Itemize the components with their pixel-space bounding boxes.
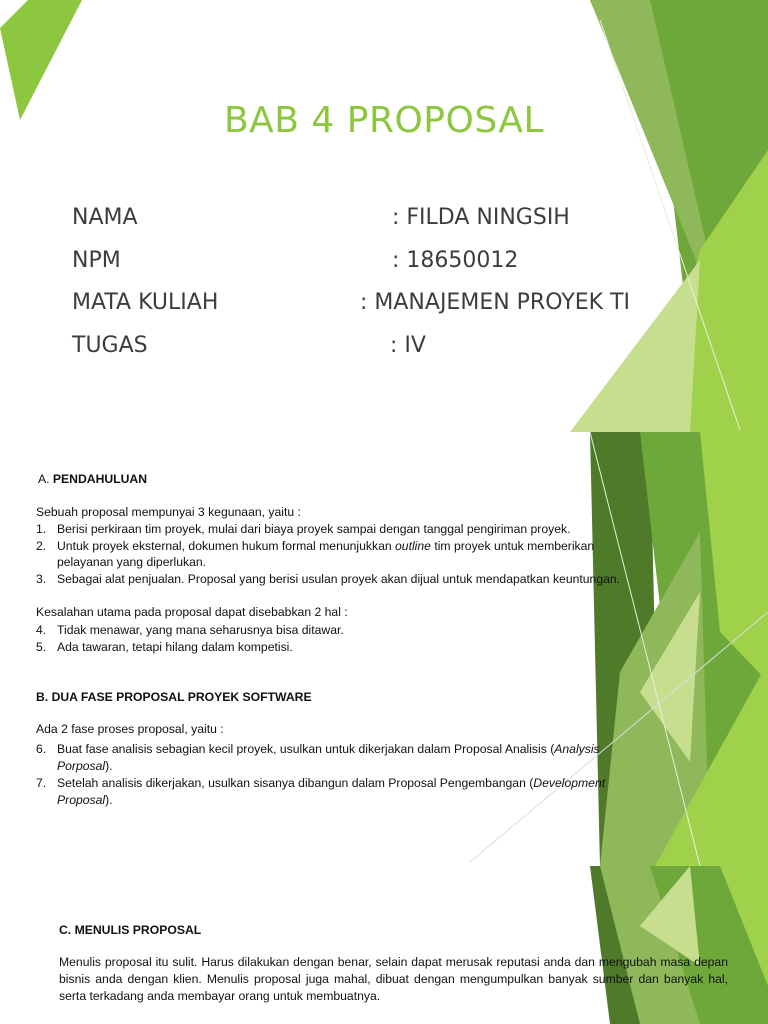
info-value: : IV xyxy=(390,333,426,358)
content-slide-c xyxy=(0,866,768,1024)
section-a-intro: Sebuah proposal mempunyai 3 kegunaan, yaitu : xyxy=(36,505,301,519)
info-row-nama xyxy=(72,205,570,230)
info-label: MATA KULIAH xyxy=(72,290,219,315)
list-number: 2. xyxy=(36,539,47,553)
info-row-mata-kuliah xyxy=(72,290,631,315)
list-item: Berisi perkiraan tim proyek, mulai dari biaya proyek sampai dengan tanggal pengiriman proyek. xyxy=(57,522,571,536)
list-item: Setelah analisis dikerjakan, usulkan sisanya dibangun dalam Proposal Pengembangan (Development xyxy=(57,776,606,790)
list-item: Buat fase analisis sebagian kecil proyek, usulkan untuk dikerjakan dalam Proposal Analisis (Analysis xyxy=(57,742,600,756)
section-b-intro: Ada 2 fase proses proposal, yaitu : xyxy=(36,722,224,736)
list-item: Untuk proyek eksternal, dokumen hukum formal menunjukkan outline tim proyek untuk memberikan xyxy=(57,539,595,553)
section-b-heading: B. DUA FASE PROPOSAL PROYEK SOFTWARE xyxy=(36,690,312,704)
list-item-continuation: pelayanan yang diperlukan. xyxy=(57,555,207,569)
list-number: 3. xyxy=(36,572,47,586)
list-number: 7. xyxy=(36,776,47,790)
list-item-continuation: Porposal). xyxy=(57,759,113,773)
info-label: TUGAS xyxy=(72,333,148,358)
content-slide-ab xyxy=(0,432,768,866)
info-label: NPM xyxy=(72,248,121,273)
page-title: BAB 4 PROPOSAL xyxy=(223,100,545,141)
list-number: 6. xyxy=(36,742,47,756)
list-item: Ada tawaran, tetapi hilang dalam kompetisi. xyxy=(57,640,293,654)
section-a-intro-2: Kesalahan utama pada proposal dapat disebabkan 2 hal : xyxy=(36,605,348,619)
list-number: 1. xyxy=(36,522,47,536)
list-number: 5. xyxy=(36,640,47,654)
info-value: : 18650012 xyxy=(392,248,519,273)
info-row-npm xyxy=(72,248,519,273)
list-item: Sebagai alat penjualan. Proposal yang berisi usulan proyek akan dijual untuk mendapatkan keuntungan. xyxy=(57,572,621,586)
section-a-heading: A. PENDAHULUAN xyxy=(38,472,148,486)
list-item: Tidak menawar, yang mana seharusnya bisa ditawar. xyxy=(57,623,344,637)
section-c-heading: C. MENULIS PROPOSAL xyxy=(59,923,202,937)
info-value: : FILDA NINGSIH xyxy=(392,205,570,230)
list-number: 4. xyxy=(36,623,47,637)
title-slide xyxy=(0,0,768,432)
info-value: : MANAJEMEN PROYEK TI xyxy=(360,290,631,315)
list-item-continuation: Proposal). xyxy=(57,793,113,807)
info-label: NAMA xyxy=(72,205,138,230)
info-row-tugas xyxy=(72,333,426,358)
section-c-paragraph: Menulis proposal itu sulit. Harus dilakukan dengan benar, selain dapat merusak reputasi anda dan mengubah masa depan bisnis anda dengan klien. Menulis proposal juga mahal, dibuat dengan mengumpulkan banyak sumber dan banyak hal, serta terkadang anda membayar orang untuk membuatnya. xyxy=(59,955,728,1003)
right-pale-shard xyxy=(570,260,700,432)
